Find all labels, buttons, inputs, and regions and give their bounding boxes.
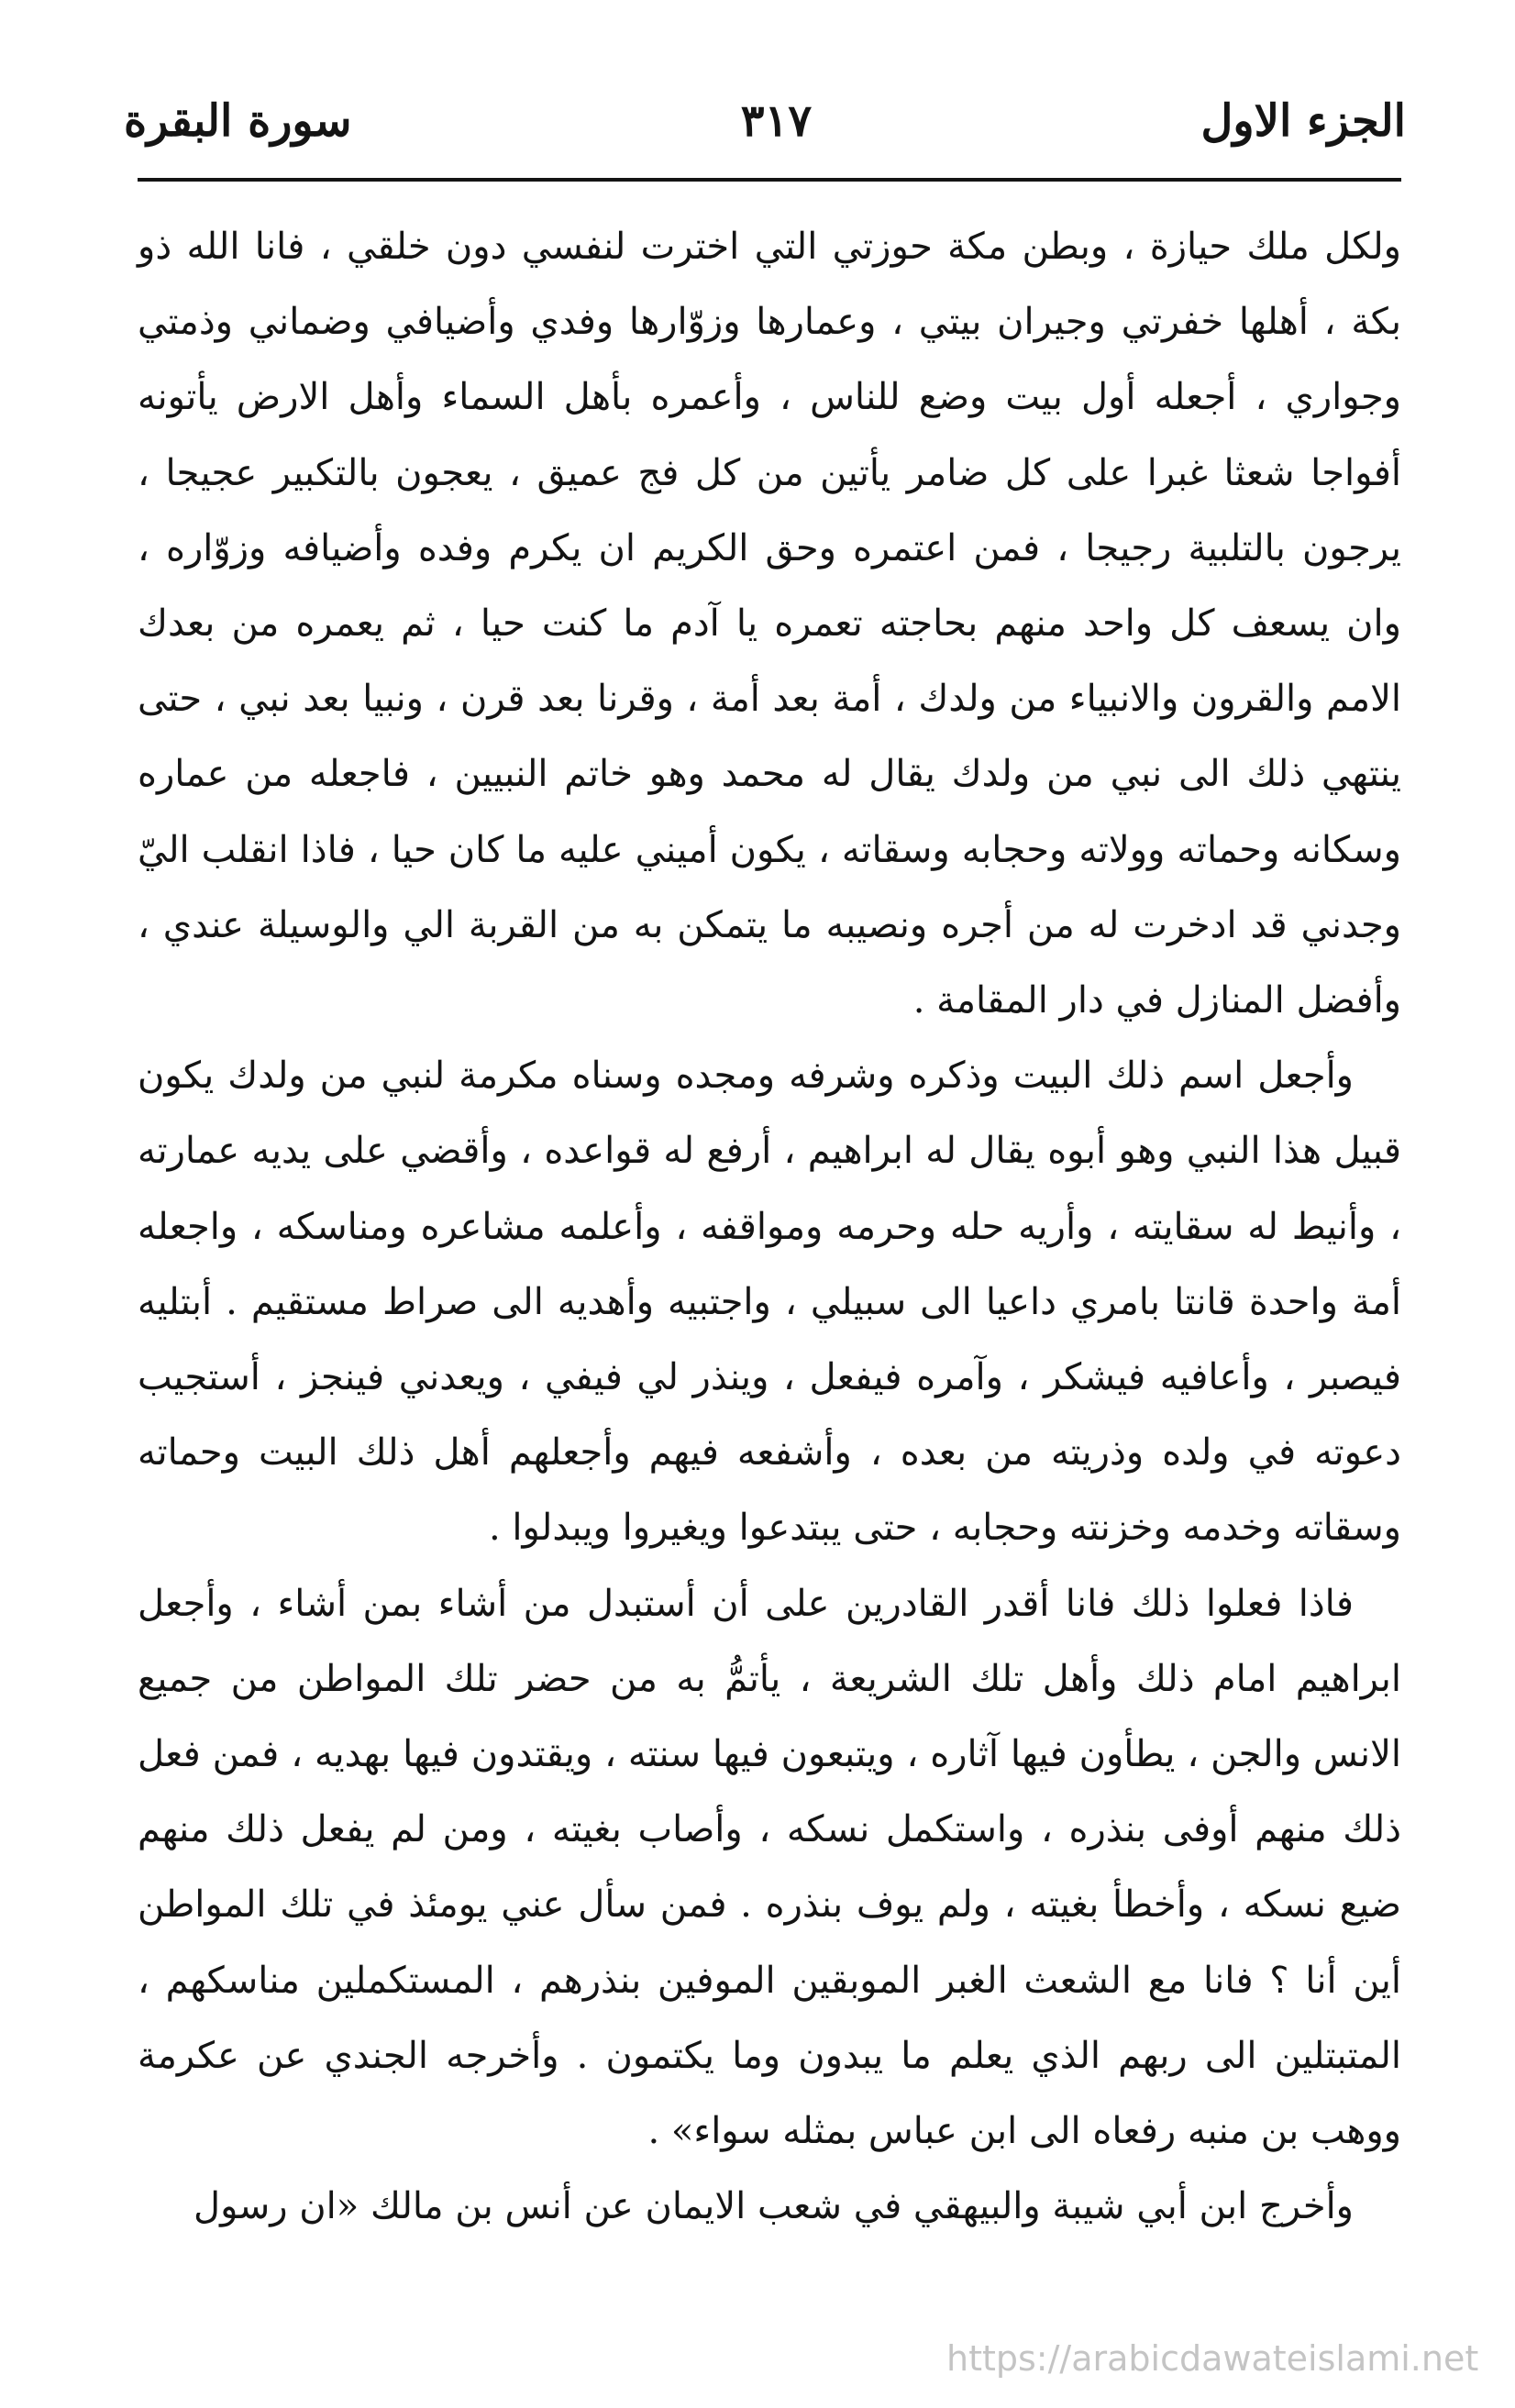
paragraph-4: وأخرج ابن أبي شيبة والبيهقي في شعب الايمان عن أنس بن مالك «ان رسول [194, 2185, 1354, 2228]
paragraph-1: ولكل ملك حيازة ، وبطن مكة حوزتي التي اخترت لنفسي دون خلقي ، فانا الله ذو بكة ، أهلها خفرتي وجيران بيتي ، وعمارها وزوّارها وفدي وأضيافي وضماني وذمتي وجواري ، أجعله أول بيت وضع للناس ، وأعمره بأهل السماء وأهل الارض يأتونه أفواجا شعثا غبرا على كل ضامر يأتين من كل فج عميق ، يعجون بالتكبير عجيجا ، يرجون بالتلبية رجيجا ، فمن اعتمره وحق الكريم ان يكرم وفده وأضيافه وزوّاره ، وان يسعف كل واحد منهم بحاجته تعمره يا آدم ما كنت حيا ، ثم يعمره من بعدك الامم والقرون والانبياء من ولدك ، أمة بعد أمة ، وقرنا بعد قرن ، ونبيا بعد نبي ، حتى ينتهي ذلك الى نبي من ولدك يقال له محمد وهو خاتم النبيين ، فاجعله من عماره وسكانه وحماته وولاته وحجابه وسقاته ، يكون أميني عليه ما كان حيا ، فاذا انقلب اليّ وجدني قد ادخرت له من أجره ونصيبه ما يتمكن به من القربة الي والوسيلة عندي ، وأفضل المنازل في دار المقامة . [138, 226, 1402, 1022]
site-watermark: https://arabicdawateislami.net [946, 2338, 1479, 2379]
page-header [124, 84, 1406, 158]
paragraph-3: فاذا فعلوا ذلك فانا أقدر القادرين على أن أستبدل من أشاء بمن أشاء ، وأجعل ابراهيم امام ذلك وأهل تلك الشريعة ، يأتمُّ به من حضر تلك المواطن من جميع الانس والجن ، يطأون فيها آثاره ، ويتبعون فيها سنته ، ويقتدون فيها بهديه ، فمن فعل ذلك منهم أوفى بنذره ، واستكمل نسكه ، وأصاب بغيته ، ومن لم يفعل ذلك منهم ضيع نسكه ، وأخطأ بغيته ، ولم يوف بنذره . فمن سأل عني يومئذ في تلك المواطن أين أنا ؟ فانا مع الشعث الغبر الموبقين الموفين بنذرهم ، المستكملين مناسكهم ، المتبتلين الى ربهم الذي يعلم ما يبدون وما يكتمون . وأخرجه الجندي عن عكرمة ووهب بن منبه رفعاه الى ابن عباس بمثله سواء» . [138, 1582, 1401, 2153]
volume-title: الجزء الاول [1200, 95, 1406, 147]
paragraph-2: وأجعل اسم ذلك البيت وذكره وشرفه ومجده وسناه مكرمة لنبي من ولدك يكون قبيل هذا النبي وهو أبوه يقال له ابراهيم ، أرفع له قواعده ، وأقضي على يديه عمارته ، وأنيط له سقايته ، وأريه حله وحرمه ومواقفه ، وأعلمه مشاعره ومناسكه ، واجعله أمة واحدة قانتا بامري داعيا الى سبيلي ، واجتبيه وأهديه الى صراط مستقيم . أبتليه فيصبر ، وأعافيه فيشكر ، وآمره فيفعل ، وينذر لي فيفي ، ويعدني فينجز ، أستجيب دعوته في ولده وذريته من بعده ، وأشفعه فيهم وأجعلهم أهل ذلك البيت وحماته وسقاته وخدمه وخزنته وحجابه ، حتى يبتدعوا ويغيروا ويبدلوا . [138, 1055, 1401, 1550]
surah-title: سورة البقرة [124, 95, 352, 147]
header-divider [138, 178, 1401, 182]
page-number: ٣١٧ [740, 95, 813, 147]
page-body [138, 209, 1401, 2244]
